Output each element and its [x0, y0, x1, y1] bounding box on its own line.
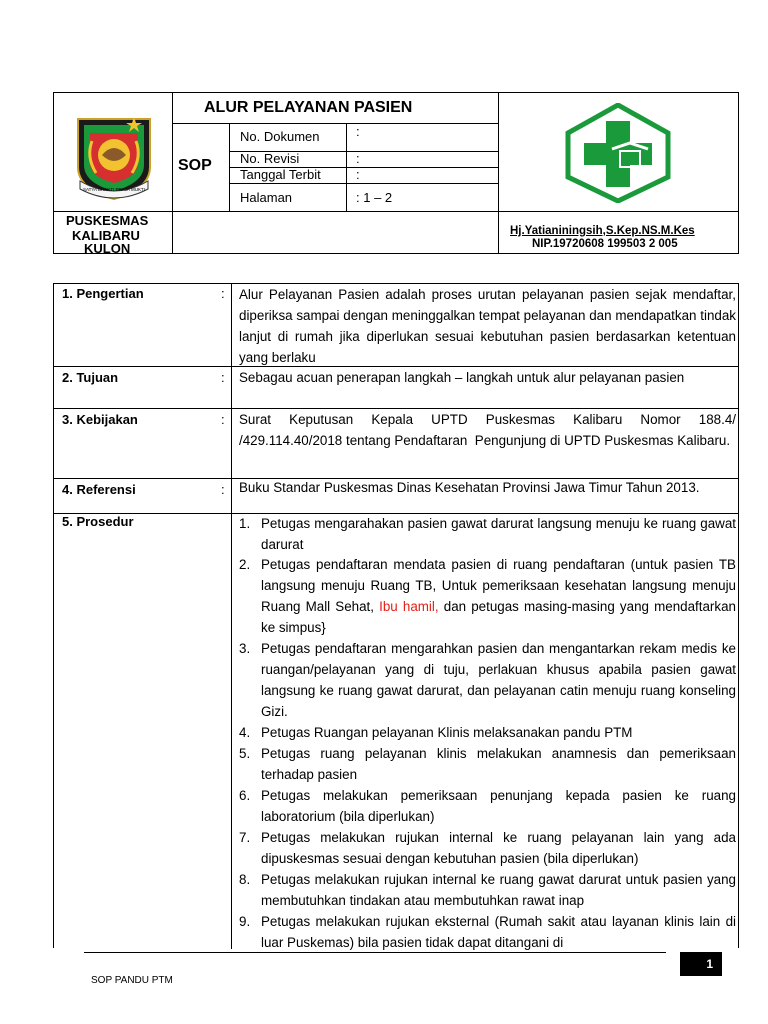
- section-label-referensi: 4. Referensi: [62, 482, 136, 497]
- procedure-step: [239, 513, 736, 555]
- procedure-step: [239, 638, 736, 722]
- step-number: 7.: [239, 830, 251, 845]
- step-number: 6.: [239, 788, 251, 803]
- field-no-dokumen-value: :: [356, 124, 360, 139]
- field-no-dokumen-label: No. Dokumen: [240, 129, 320, 144]
- step-number: 9.: [239, 914, 251, 929]
- step-text: Petugas melakukan rujukan internal ke ruang pelayanan lain yang ada dipuskesmas sesuai dengan kebutuhan pasien (bila diperlukan): [261, 830, 736, 866]
- procedure-step: [239, 722, 736, 743]
- section-label-prosedur: 5. Prosedur: [62, 514, 134, 529]
- step-number: 2.: [239, 557, 251, 572]
- org-name-line-3: KULON: [84, 241, 131, 256]
- step-text: Petugas Ruangan pelayanan Klinis melaksanakan pandu PTM: [261, 725, 633, 740]
- field-tanggal-terbit-value: :: [356, 167, 360, 182]
- section-text-kebijakan: Surat Keputusan Kepala UPTD Puskesmas Kalibaru Nomor 188.4/ /429.114.40/2018 tentang Pendaftaran Pengunjung di UPTD Puskesmas Kalibaru.: [239, 412, 755, 448]
- section-text-tujuan: Sebagau acuan penerapan langkah – langkah untuk alur pelayanan pasien: [239, 370, 685, 385]
- section-colon: :: [221, 370, 225, 385]
- section-label-kebijakan: 3. Kebijakan: [62, 412, 138, 427]
- step-text: Petugas mengarahakan pasien gawat darurat langsung menuju ke ruang gawat darurat: [261, 516, 736, 552]
- section-text-referensi: Buku Standar Puskesmas Dinas Kesehatan Provinsi Jawa Timur Tahun 2013.: [239, 480, 700, 495]
- org-name-line-1: PUSKESMAS: [66, 213, 149, 228]
- puskesmas-cross-logo: [564, 103, 672, 203]
- section-colon: :: [221, 286, 225, 301]
- section-label-tujuan: 2. Tujuan: [62, 370, 119, 385]
- procedure-step: [239, 869, 736, 911]
- section-text-pengertian: Alur Pelayanan Pasien adalah proses urutan pelayanan pasien sejak mendaftar, diperiksa sampai dengan meninggalkan tempat pelayanan dan mendapatkan tindak lanjut di rumah jika diperlukan sesuai kebutuhan pasien berdasarkan ketentuan yang berlaku: [239, 287, 736, 365]
- step-highlight-text: Ibu hamil,: [379, 599, 439, 614]
- section-colon: :: [221, 482, 225, 497]
- field-halaman-value: : 1 – 2: [356, 190, 393, 205]
- section-label-pengertian: 1. Pengertian: [62, 286, 144, 301]
- document-title: ALUR PELAYANAN PASIEN: [204, 99, 413, 116]
- step-number: 4.: [239, 725, 251, 740]
- step-number: 3.: [239, 641, 251, 656]
- procedure-step: [239, 743, 736, 785]
- procedure-step: [239, 785, 736, 827]
- field-no-revisi-label: No. Revisi: [240, 151, 300, 166]
- step-text-tail: dan petugas masing-masing yang mendaftarkan ke simpus}: [261, 599, 736, 635]
- sop-label: SOP: [178, 157, 212, 174]
- logo-ribbon-text: SATYA BHAKTI PRAJA MUKTI: [82, 187, 146, 192]
- step-text: Petugas pendaftaran mengarahkan pasien dan mengantarkan rekam medis ke ruangan/pelayanan yang di tuju, perlakuan khusus apabila pasien gawat langsung ke ruang gawat darurat, dan pelayanan catin menuju ruang konseling Gizi.: [261, 641, 736, 719]
- field-tanggal-terbit-label: Tanggal Terbit: [240, 167, 321, 182]
- step-number: 5.: [239, 746, 251, 761]
- procedure-step: [239, 911, 736, 953]
- step-text: Petugas pendaftaran mendata pasien di ruang pendaftaran (untuk pasien TB langsung menuju Ruang TB, Untuk pemeriksaan kesehatan langsung menuju Ruang Mall Sehat,: [261, 557, 736, 614]
- page-number-badge: [680, 952, 722, 976]
- signatory-nip: NIP.19720608 199503 2 005: [532, 238, 678, 250]
- field-no-revisi-value: :: [356, 151, 360, 166]
- step-text: Petugas melakukan rujukan eksternal (Rumah sakit atau layanan klinis lain di luar Puskemas) bila pasien tidak dapat ditangani di: [261, 914, 736, 950]
- signatory-name: Hj.Yatianiningsih,S.Kep.NS.M.Kes: [510, 225, 695, 237]
- step-number: 1.: [239, 516, 251, 531]
- regency-emblem-logo: [72, 111, 156, 201]
- section-colon: :: [221, 412, 225, 427]
- field-halaman-label: Halaman: [240, 190, 293, 205]
- footer-divider: [84, 952, 666, 953]
- org-name-line-2: KALIBARU: [72, 228, 140, 243]
- step-text: Petugas ruang pelayanan klinis melakukan anamnesis dan pemeriksaan terhadap pasien: [261, 746, 736, 782]
- footer-left-text: SOP PANDU PTM: [91, 975, 173, 986]
- document-header-table: [53, 92, 739, 254]
- step-text: Petugas melakukan rujukan internal ke ruang gawat darurat untuk pasien yang membutuhkan tindakan atau membutuhkan rawat inap: [261, 872, 736, 908]
- procedure-step: [239, 827, 736, 869]
- procedure-step: [239, 554, 736, 638]
- step-number: 8.: [239, 872, 251, 887]
- page-number: 1: [706, 957, 713, 971]
- step-text: Petugas melakukan pemeriksaan penunjang kepada pasien ke ruang laboratorium (bila diperlukan): [261, 788, 736, 824]
- sop-content-table: [53, 283, 755, 950]
